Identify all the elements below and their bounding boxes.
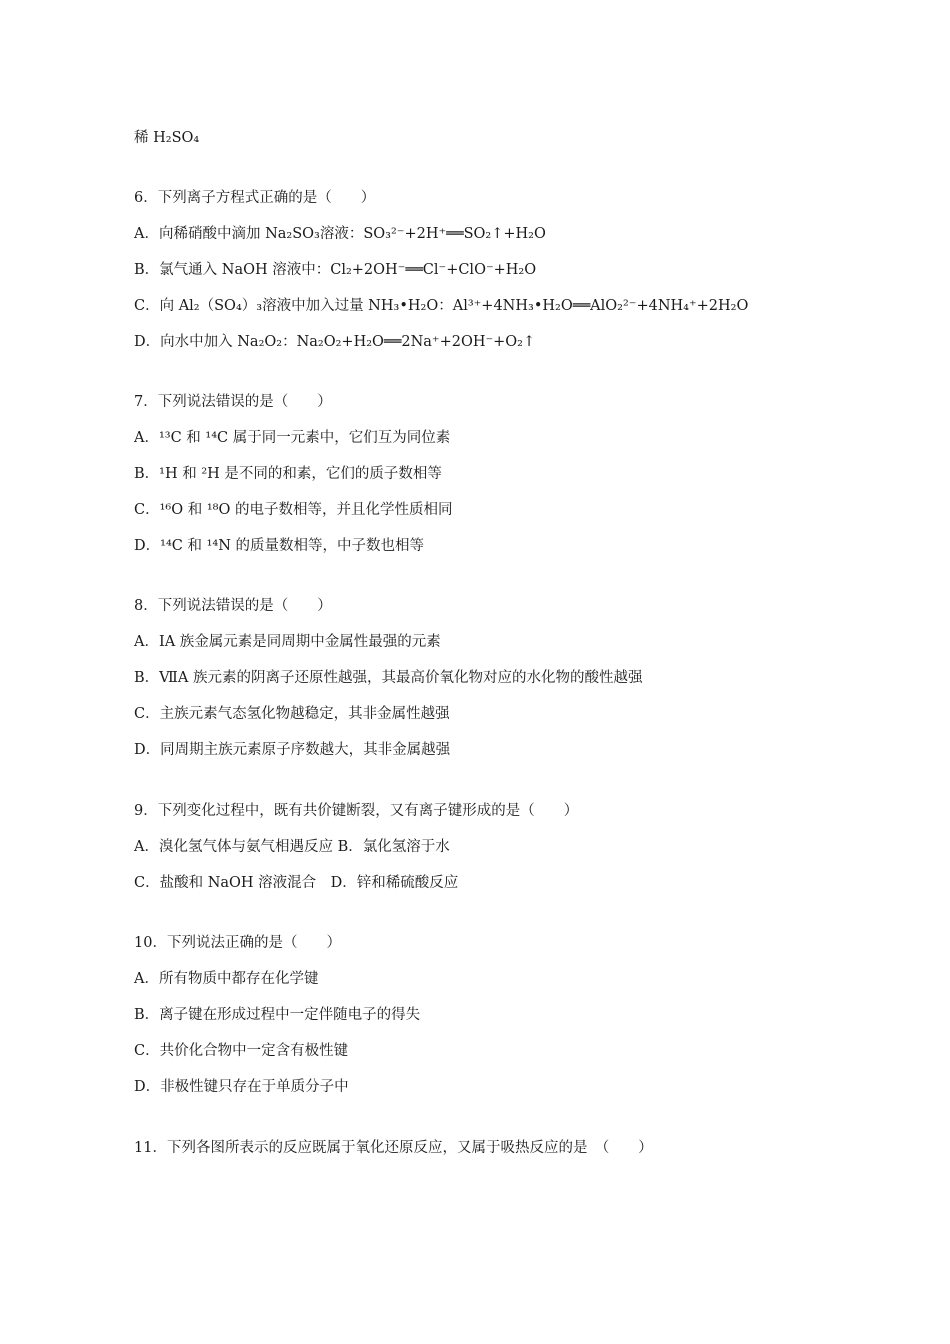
question-10-option-c: C．共价化合物中一定含有极性键 xyxy=(134,1043,349,1059)
question-6-option-a: A．向稀硝酸中滴加 Na₂SO₃溶液：SO₃²⁻+2H⁺══SO₂↑+H₂O xyxy=(134,226,546,242)
question-10-option-a: A．所有物质中都存在化学键 xyxy=(134,971,319,987)
question-7-option-c: C．¹⁶O 和 ¹⁸O 的电子数相等，并且化学性质相同 xyxy=(134,502,453,518)
question-10-stem: 10．下列说法正确的是（ ） xyxy=(134,935,341,951)
question-8-option-b: B．ⅦA 族元素的阴离子还原性越强，其最高价氧化物对应的水化物的酸性越强 xyxy=(134,670,643,686)
question-10-option-b: B．离子键在形成过程中一定伴随电子的得失 xyxy=(134,1007,421,1023)
question-6-option-c: C．向 Al₂（SO₄）₃溶液中加入过量 NH₃•H₂O：Al³⁺+4NH₃•H₂O══AlO₂²⁻+4NH₄⁺+2H₂O xyxy=(134,298,749,314)
question-8-option-d: D．同周期主族元素原子序数越大，其非金属越强 xyxy=(134,742,451,758)
question-7-option-b: B．¹H 和 ²H 是不同的和素，它们的质子数相等 xyxy=(134,466,442,482)
question-7-option-a: A．¹³C 和 ¹⁴C 属于同一元素中，它们互为同位素 xyxy=(134,430,451,446)
question-8-stem: 8．下列说法错误的是（ ） xyxy=(134,598,332,614)
question-7-option-d: D．¹⁴C 和 ¹⁴N 的质量数相等，中子数也相等 xyxy=(134,538,424,554)
question-9-options-ab: A．溴化氢气体与氨气相遇反应 B．氯化氢溶于水 xyxy=(134,839,450,855)
question-6-option-b: B．氯气通入 NaOH 溶液中：Cl₂+2OH⁻══Cl⁻+ClO⁻+H₂O xyxy=(134,262,537,278)
question-8-option-c: C．主族元素气态氢化物越稳定，其非金属性越强 xyxy=(134,706,450,722)
question-7-stem: 7．下列说法错误的是（ ） xyxy=(134,394,332,410)
question-6-option-d: D．向水中加入 Na₂O₂：Na₂O₂+H₂O══2Na⁺+2OH⁻+O₂↑ xyxy=(134,334,536,350)
question-9-stem: 9．下列变化过程中，既有共价键断裂，又有离子键形成的是（ ） xyxy=(134,803,579,819)
question-9-options-cd: C．盐酸和 NaOH 溶液混合 D．锌和稀硫酸反应 xyxy=(134,875,459,891)
question-8-option-a: A．ⅠA 族金属元素是同周期中金属性最强的元素 xyxy=(134,634,441,650)
question-11-stem: 11．下列各图所表示的反应既属于氧化还原反应，又属于吸热反应的是 （ ） xyxy=(134,1140,653,1156)
question-10-option-d: D．非极性键只存在于单质分子中 xyxy=(134,1079,349,1095)
question-6-stem: 6．下列离子方程式正确的是（ ） xyxy=(134,190,376,206)
top-fragment: 稀 H₂SO₄ xyxy=(134,130,200,146)
